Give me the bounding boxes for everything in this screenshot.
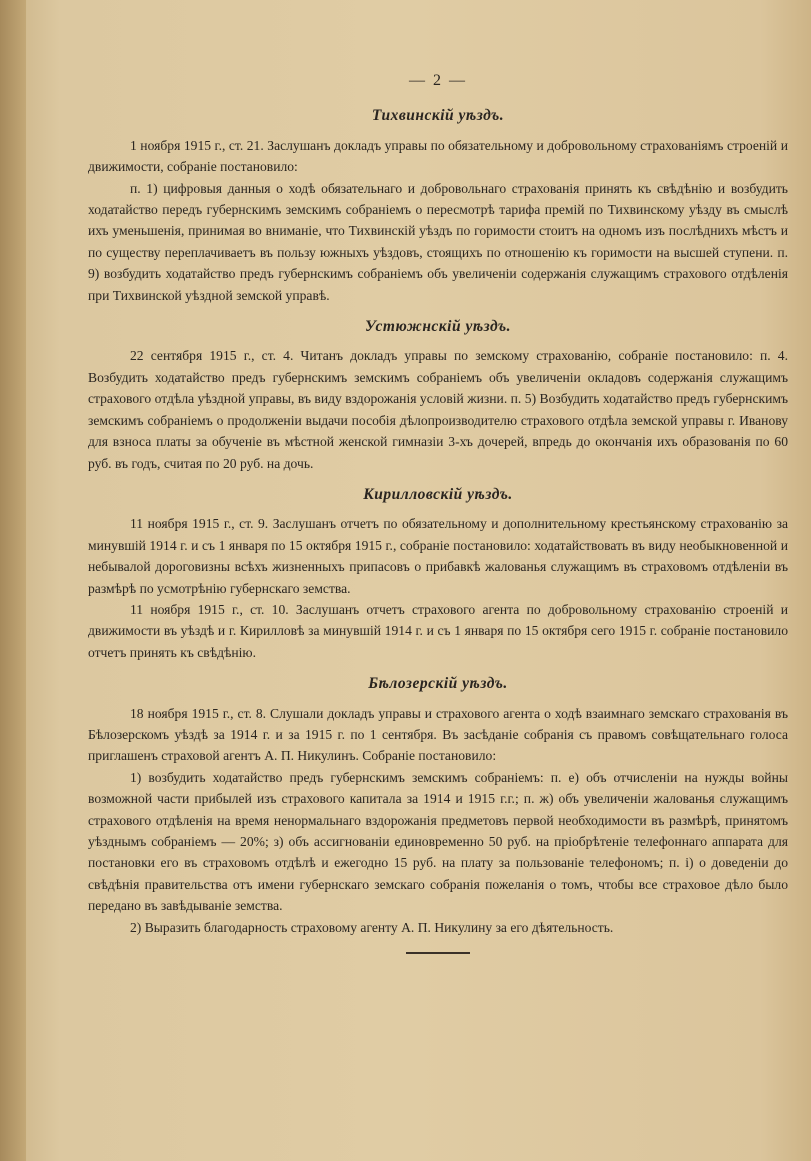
- paragraph: 11 ноября 1915 г., ст. 10. Заслушанъ отчетъ страхового агента по добровольному страхованію строеній и движимости въ уѣздѣ и г. Кирилловѣ за минувшій 1914 г. и съ 1 января по 15 октября сего 1915 г. собраніе постановило отчетъ принять къ свѣдѣнію.: [88, 601, 788, 660]
- page-number: — 2 —: [409, 72, 467, 89]
- paragraph: 1) возбудить ходатайство предъ губернскимъ земскимъ собраніемъ: п. е) объ отчисленіи на нужды войны возможной части прибылей изъ страхового капитала за 1914 и 1915 г.г.; п. ж) объ увеличеніи жалованья служащимъ страхового отдѣленія на время ненормальнаго вздорожанія предметовъ первой необходимости въ размѣрѣ, принятомъ уѣзднымъ собраніемъ — 20%; з) объ ассигнованіи единовременно 50 руб. на пріобрѣтеніе телефоннаго аппарата для постановки его въ страховомъ отдѣлѣ и ежегодно 15 руб. на плату за пользованіе телефономъ; п. і) о доведеніи до свѣдѣнія правительства отъ имени губернскаго земскаго собранія пожеланія о томъ, чтобы все страховое дѣло было передано въ завѣдываніе земства.: [88, 769, 788, 914]
- closing-rule: [406, 952, 470, 954]
- section-heading-tikhvin: Тихвинскій уѣздъ.: [371, 107, 505, 125]
- paragraph: 2) Выразить благодарность страховому агенту А. П. Никулину за его дѣятельность.: [130, 919, 614, 935]
- section-heading-kirillov: Кирилловскій уѣздъ.: [363, 485, 513, 503]
- paragraph: п. 1) цифровыя данныя о ходѣ обязательнаго и добровольнаго страхованія принять къ свѣдѣнію и возбудить ходатайство передъ губернскимъ земскимъ собраніемъ о пересмотрѣ тарифа премій по Тихвинскому уѣзду въ смыслѣ ихъ уменьшенія, принимая во вниманіе, что Тихвинскій уѣздъ по горимости стоитъ на одномъ изъ послѣднихъ мѣстъ и по существу переплачиваетъ въ пользу южныхъ уѣздовъ, стоящихъ по отношенію къ горимости на высшей ступени. п. 9) возбудить ходатайство предъ губернскимъ собраніемъ объ увеличеніи содержанія служащимъ страхового отдѣленія при Тихвинской уѣздной земской управѣ.: [88, 180, 788, 303]
- document-body: [88, 70, 788, 954]
- paragraph: 1 ноября 1915 г., ст. 21. Заслушанъ докладъ управы по обязательному и добровольному страхованіямъ строеній и движимости, собраніе постановило:: [88, 137, 788, 175]
- paragraph: 18 ноября 1915 г., ст. 8. Слушали докладъ управы и страхового агента о ходѣ взаимнаго земскаго страхованія въ Бѣлозерскомъ уѣздѣ за 1914 г. и за 1915 г. по 1 сентября. Въ засѣданіе собранія съ правомъ совѣщательнаго голоса приглашенъ страховой агентъ А. П. Никулинъ. Собраніе постановило:: [88, 705, 788, 764]
- paragraph: 22 сентября 1915 г., ст. 4. Читанъ докладъ управы по земскому страхованію, собраніе постановило: п. 4. Возбудить ходатайство предъ губернскимъ земскимъ собраніемъ объ увеличеніи окладовъ содержанія служащимъ страхового отдѣла уѣздной управы, въ виду вздорожанія условій жизни. п. 5) Возбудить ходатайство предъ губернскимъ земскимъ собраніемъ о продолженіи выдачи пособія дѣлопроизводителю страхового отдѣла земской управы г. Иванову для взноса платы за обученіе въ мѣстной женской гимназіи 3-хъ дочерей, впредь до окончанія ихъ образованія по 60 руб. въ годъ, считая по 20 руб. на дочь.: [88, 348, 788, 471]
- paragraph: 11 ноября 1915 г., ст. 9. Заслушанъ отчетъ по обязательному и дополнительному крестьянскому страхованію за минувшій 1914 г. и съ 1 января по 15 октября 1915 г., собраніе постановило: ходатайствовать въ виду необыкновенной и небывалой дороговизны всѣхъ жизненныхъ припасовъ о прибавкѣ жалованья служащимъ въ страховомъ отдѣленіи въ размѣрѣ по усмотрѣнію губернскаго земства.: [88, 516, 788, 596]
- section-heading-ustyuzhna: Устюжнскій уѣздъ.: [364, 318, 512, 336]
- section-heading-belozersk: Бѣлозерскій уѣздъ.: [368, 675, 508, 693]
- page-spine-shadow: [0, 0, 26, 1161]
